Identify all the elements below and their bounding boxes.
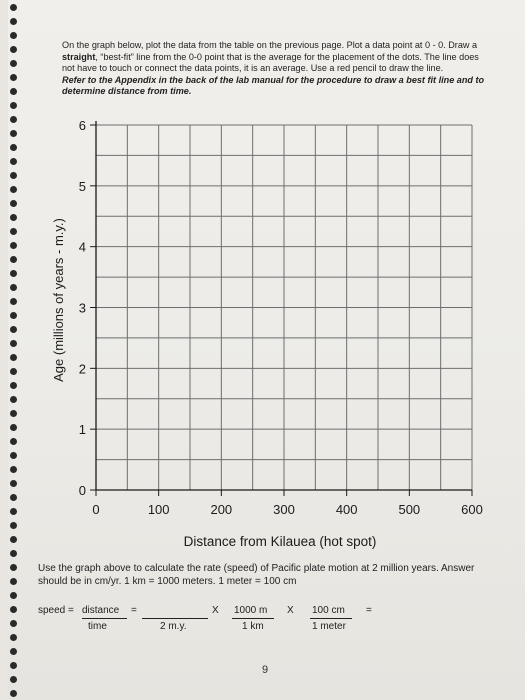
x-axis-label: Distance from Kilauea (hot spot) xyxy=(183,534,377,549)
multiply-sign-2: X xyxy=(287,605,294,616)
time-value: 2 m.y. xyxy=(160,621,187,632)
graph-ticks xyxy=(79,118,483,517)
x-tick-label: 0 xyxy=(92,502,100,517)
m-conversion-denominator: 1 meter xyxy=(312,621,346,632)
speed-fraction-line xyxy=(82,618,127,619)
km-fraction-line xyxy=(232,618,274,619)
km-conversion-denominator: 1 km xyxy=(242,621,264,632)
x-tick-label: 100 xyxy=(147,502,170,517)
y-axis-label: Age (millions of years - m.y.) xyxy=(51,218,66,382)
x-tick-label: 400 xyxy=(335,502,358,517)
page-number: 9 xyxy=(262,664,269,676)
appendix-note: Refer to the Appendix in the back of the lab manual for the procedure to draw a best fit line and to determine distance from time. xyxy=(62,74,485,97)
y-tick-label: 2 xyxy=(78,361,86,377)
graph-grid xyxy=(96,125,472,490)
equals-sign-2: = xyxy=(366,605,372,616)
multiply-sign-1: X xyxy=(212,605,219,616)
y-tick-label: 3 xyxy=(78,300,86,316)
y-tick-label: 4 xyxy=(78,239,86,255)
y-tick-label: 0 xyxy=(78,483,86,498)
y-tick-label: 1 xyxy=(78,422,86,438)
instructions-emphasis-straight: straight xyxy=(62,51,96,62)
time-label: time xyxy=(88,621,107,632)
x-tick-label: 500 xyxy=(398,502,421,517)
y-tick-label: 5 xyxy=(78,178,86,194)
km-conversion-numerator: 1000 m xyxy=(234,605,268,616)
x-tick-label: 300 xyxy=(273,502,295,517)
x-tick-label: 600 xyxy=(461,502,483,517)
instructions-text-a: On the graph below, plot the data from the table on the previous page. Plot a data point at 0 - 0. Draw a xyxy=(62,40,478,50)
rate-question: Use the graph above to calculate the rate (speed) of Pacific plate motion at 2 million years. Answer should be in cm/yr. 1 km = 1000 meters. 1 meter = 100 cm xyxy=(38,563,475,587)
distance-answer-blank[interactable] xyxy=(142,618,208,619)
instructions-text-c: , “best-fit” line from the 0-0 point that is the average for the placement of the dots. The line does not have to touch or connect the data points, it is an average. Use a red pencil to draw the line. xyxy=(62,51,479,74)
m-conversion-numerator: 100 cm xyxy=(312,605,345,616)
speed-label: speed = xyxy=(38,605,74,616)
x-tick-label: 200 xyxy=(210,502,233,517)
m-fraction-line xyxy=(310,618,352,619)
equals-sign: = xyxy=(131,605,137,616)
y-tick-label: 6 xyxy=(78,118,86,133)
distance-label: distance xyxy=(82,605,120,616)
